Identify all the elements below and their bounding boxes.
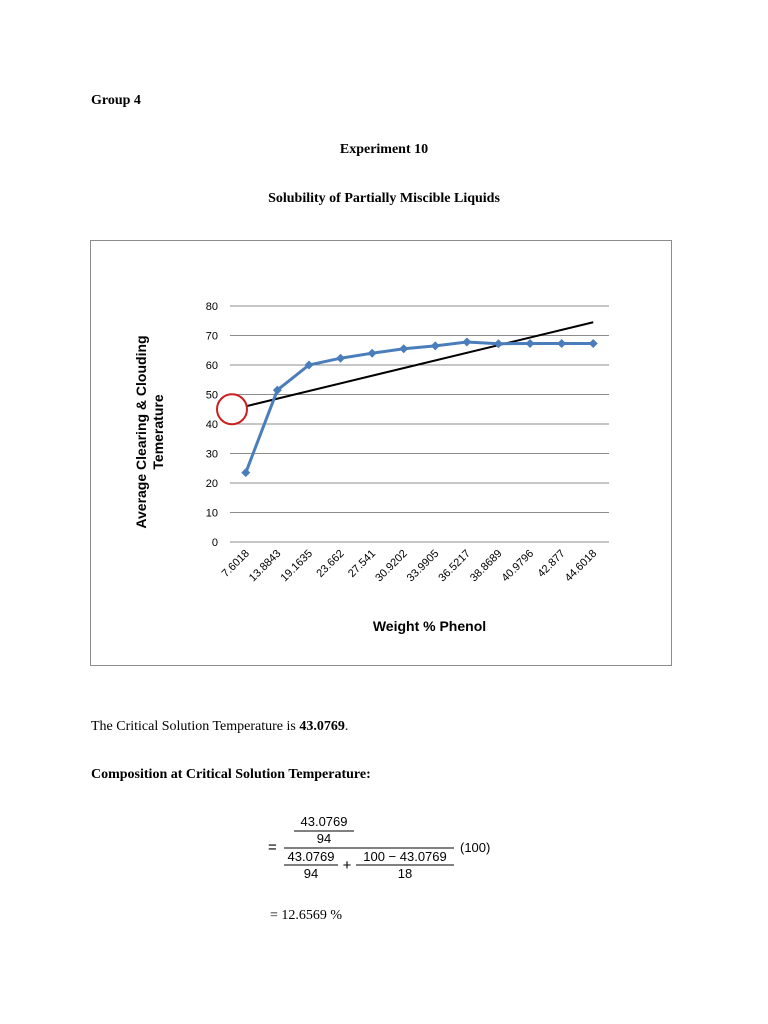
x-tick-label: 13.8843 (246, 547, 284, 585)
y-tick-label: 10 (205, 507, 218, 520)
x-tick-label: 23.662 (314, 547, 347, 580)
critical-temperature-statement (91, 719, 348, 735)
data-point (336, 354, 345, 363)
cst-value: 43.0769 (299, 719, 345, 734)
y-tick-label: 60 (205, 360, 218, 372)
y-tick-label: 30 (205, 448, 218, 461)
composition-result: = 12.6569 % (270, 908, 343, 923)
data-point (368, 349, 377, 358)
formula-num-top: 43.0769 (300, 814, 348, 829)
y-tick-label: 40 (205, 419, 218, 431)
highlight-circle (217, 394, 247, 424)
formula-factor: (100) (460, 840, 491, 855)
series-markers (241, 337, 597, 477)
formula-den-b-top: 100 − 43.0769 (363, 849, 447, 864)
data-point (399, 344, 408, 353)
data-point (431, 341, 440, 350)
x-tick-label: 40.9796 (499, 547, 537, 585)
formula-den-a-top: 43.0769 (287, 849, 335, 864)
cst-suffix: . (344, 719, 349, 734)
y-axis-label (133, 335, 166, 528)
line-chart (91, 241, 671, 665)
y-tick-label: 70 (205, 330, 218, 343)
y-tick-labels (206, 301, 218, 549)
x-tick-label: 42.877 (535, 547, 568, 580)
y-tick-label: 80 (205, 301, 218, 313)
cst-prefix: The Critical Solution Temperature is (91, 719, 300, 734)
x-axis-label: Weight % Phenol (372, 618, 487, 634)
grid-lines (230, 306, 609, 542)
y-tick-label: 0 (211, 537, 218, 549)
formula-equals: = (268, 839, 277, 856)
formula-num-bottom: 94 (316, 831, 332, 846)
composition-title: Composition at Critical Solution Temperature: (91, 767, 371, 782)
data-point (462, 337, 471, 346)
x-tick-label: 30.9202 (373, 547, 410, 585)
data-point (526, 339, 535, 348)
formula-den-a-bottom: 94 (303, 866, 319, 881)
x-tick-label: 36.5217 (436, 547, 473, 585)
experiment-subtitle: Solubility of Partially Miscible Liquids (268, 191, 500, 206)
y-axis-label-line2: Temerature (150, 394, 166, 470)
y-axis-label-line1: Average Clearing & Clouding (133, 335, 149, 529)
chart-frame (90, 240, 672, 666)
x-tick-label: 38.8689 (467, 547, 505, 585)
x-tick-label: 19.1635 (278, 547, 316, 585)
formula-den-b-bottom: 18 (397, 866, 413, 881)
data-point (557, 339, 566, 348)
group-label: Group 4 (91, 93, 141, 108)
x-tick-label: 44.6018 (562, 547, 600, 585)
x-tick-label: 27.541 (345, 547, 379, 580)
data-point (589, 339, 598, 348)
x-tick-labels (220, 548, 600, 585)
y-tick-label: 20 (205, 478, 218, 490)
composition-formula (264, 812, 514, 884)
x-tick-label: 33.9905 (404, 547, 442, 585)
x-tick-label: 7.6018 (219, 547, 252, 580)
experiment-title: Experiment 10 (339, 142, 429, 157)
data-point (241, 468, 250, 477)
formula-plus: + (342, 857, 352, 874)
trendline (246, 322, 593, 406)
y-tick-label: 50 (205, 389, 218, 402)
